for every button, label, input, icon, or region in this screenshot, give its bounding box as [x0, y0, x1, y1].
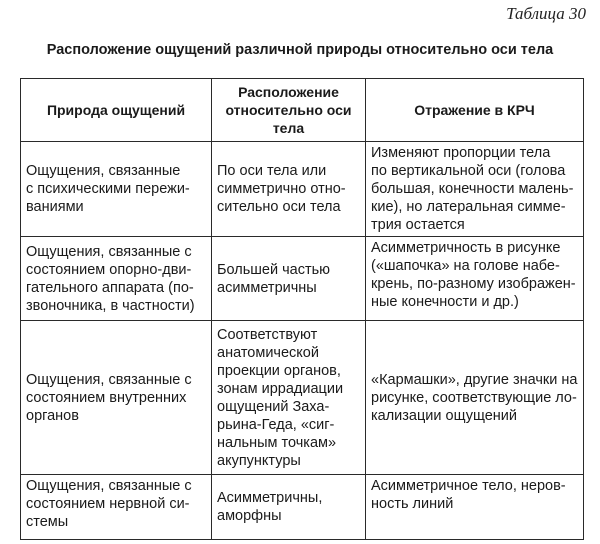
cell-location: Асимметричны, аморфны	[212, 475, 366, 540]
cell-reflection: Асимметричное тело, неров- ность линий	[366, 475, 584, 540]
table-number: Таблица 30	[506, 4, 586, 23]
table-body	[21, 142, 584, 540]
cell-location: Соответствуют анатомической проекции органов, зонам иррадиации ощущений Заха- рьина-Геда, «сиг- нальным точкам» акупунктуры	[212, 321, 366, 475]
cell-location: Большей частью асимметричны	[212, 237, 366, 321]
table-row	[21, 321, 584, 475]
table-title: Расположение ощущений различной природы относительно оси тела	[46, 42, 554, 58]
cell-reflection: «Кармашки», другие значки на рисунке, соответствующие ло- кализации ощущений	[366, 321, 584, 475]
header-reflection: Отражение в КРЧ	[366, 79, 584, 142]
header-location: Расположение относительно оси тела	[212, 79, 366, 142]
cell-reflection: Изменяют пропорции тела по вертикальной оси (голова большая, конечности малень- кие), но латеральная симме- трия остается	[366, 142, 584, 237]
cell-nature: Ощущения, связанные с состоянием нервной си- стемы	[21, 475, 212, 540]
cell-nature: Ощущения, связанные с состоянием внутренних органов	[21, 321, 212, 475]
table-row	[21, 142, 584, 237]
table-row	[21, 475, 584, 540]
sensations-table	[20, 78, 584, 540]
cell-location: По оси тела или симметрично отно- сительно оси тела	[212, 142, 366, 237]
cell-nature: Ощущения, связанные с состоянием опорно-дви- гательного аппарата (по- звоночника, в частности)	[21, 237, 212, 321]
cell-nature: Ощущения, связанные с психическими пережи- ваниями	[21, 142, 212, 237]
cell-reflection: Асимметричность в рисунке («шапочка» на голове набе- крень, по-разному изображен- ные конечности и др.)	[366, 237, 584, 321]
table-row	[21, 237, 584, 321]
header-row	[21, 79, 584, 142]
header-nature: Природа ощущений	[21, 79, 212, 142]
table-header	[21, 79, 584, 142]
